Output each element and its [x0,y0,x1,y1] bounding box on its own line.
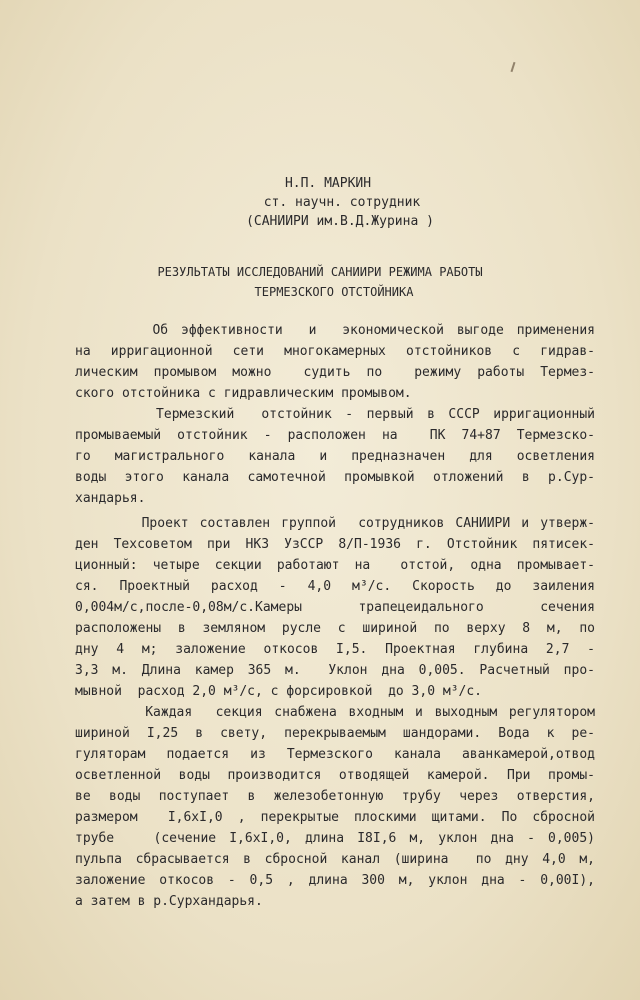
text-line: го магистрального канала и предназначен для осветления [75,449,595,464]
title-line-1: РЕЗУЛЬТАТЫ ИССЛЕДОВАНИЙ САНИИРИ РЕЖИМА РАБОТЫ [157,265,483,279]
text-line: ден Техсоветом при НКЗ УзССР 8/П-1936 г. Отстойник пятисек- [75,537,595,552]
text-line: ве воды поступает в железобетонную трубу через отверстия, [75,789,595,804]
text-line: шириной I,25 в свету, перекрываемым шандорами. Вода к ре- [75,726,595,741]
text-line: а затем в р.Сурхандарья. [75,894,263,909]
text-line: Об эффективности и экономической выгоде применения [75,323,595,338]
text-line: размером I,6xI,0 , перекрытые плоскими щитами. По сбросной [75,810,595,825]
text-line: ционный: четыре секции работают на отстой, одна промывает- [75,558,595,573]
paragraph-4 [75,702,595,912]
paragraph-1 [75,320,595,404]
author-position: ст. научн. сотрудник [263,195,421,210]
text-line: хандарья. [75,491,146,506]
text-line: ского отстойника с гидравлическим промывом. [75,386,412,401]
document-title [0,262,640,302]
text-line: промываемый отстойник - расположен на ПК 74+87 Термезско- [75,428,595,443]
paragraph-2 [75,404,595,509]
text-line: ся. Проектный расход - 4,0 м³/с. Скорость до заиления [75,579,595,594]
text-line: воды этого канала самотечной промывкой отложений в р.Сур- [75,470,595,485]
text-line: гуляторам подается из Термезского канала аванкамерой,отвод [75,747,595,762]
ink-speck [511,62,516,72]
text-line: дну 4 м; заложение откосов I,5. Проектная глубина 2,7 - [75,642,595,657]
text-line: 0,004м/с,после-0,08м/с.Камеры трапецеидального сечения [75,600,595,615]
text-line: осветленной воды производится отводящей камерой. При промы- [75,768,595,783]
paragraph-3 [75,513,595,702]
text-line: пульпа сбрасывается в сбросной канал (ширина по дну 4,0 м, [75,852,595,867]
text-line: на ирригационной сети многокамерных отстойников с гидрав- [75,344,595,359]
text-line: 3,3 м. Длина камер 365 м. Уклон дна 0,005. Расчетный про- [75,663,595,678]
text-line: Термезский отстойник - первый в СССР ирригационный [75,407,595,422]
author-block [0,174,640,231]
title-line-2: ТЕРМЕЗСКОГО ОТСТОЙНИКА [254,285,414,299]
text-line: расположены в земляном русле с шириной по верху 8 м, по [75,621,595,636]
text-line: Каждая секция снабжена входным и выходным регулятором [75,705,595,720]
author-name: Н.П. МАРКИН [284,176,372,191]
text-line: лическим промывом можно судить по режиму работы Термез- [75,365,595,380]
text-line: заложение откосов - 0,5 , длина 300 м, уклон дна - 0,00I), [75,873,595,888]
text-line: Проект составлен группой сотрудников САНИИРИ и утверж- [75,516,595,531]
text-line: трубе (сечение I,6xI,0, длина I8I,6 м, уклон дна - 0,005) [75,831,595,846]
document-body [75,320,595,912]
text-line: мывной расход 2,0 м³/с, с форсировкой до 3,0 м³/с. [75,684,482,699]
author-institution: (САНИИРИ им.В.Д.Журина ) [246,214,434,229]
